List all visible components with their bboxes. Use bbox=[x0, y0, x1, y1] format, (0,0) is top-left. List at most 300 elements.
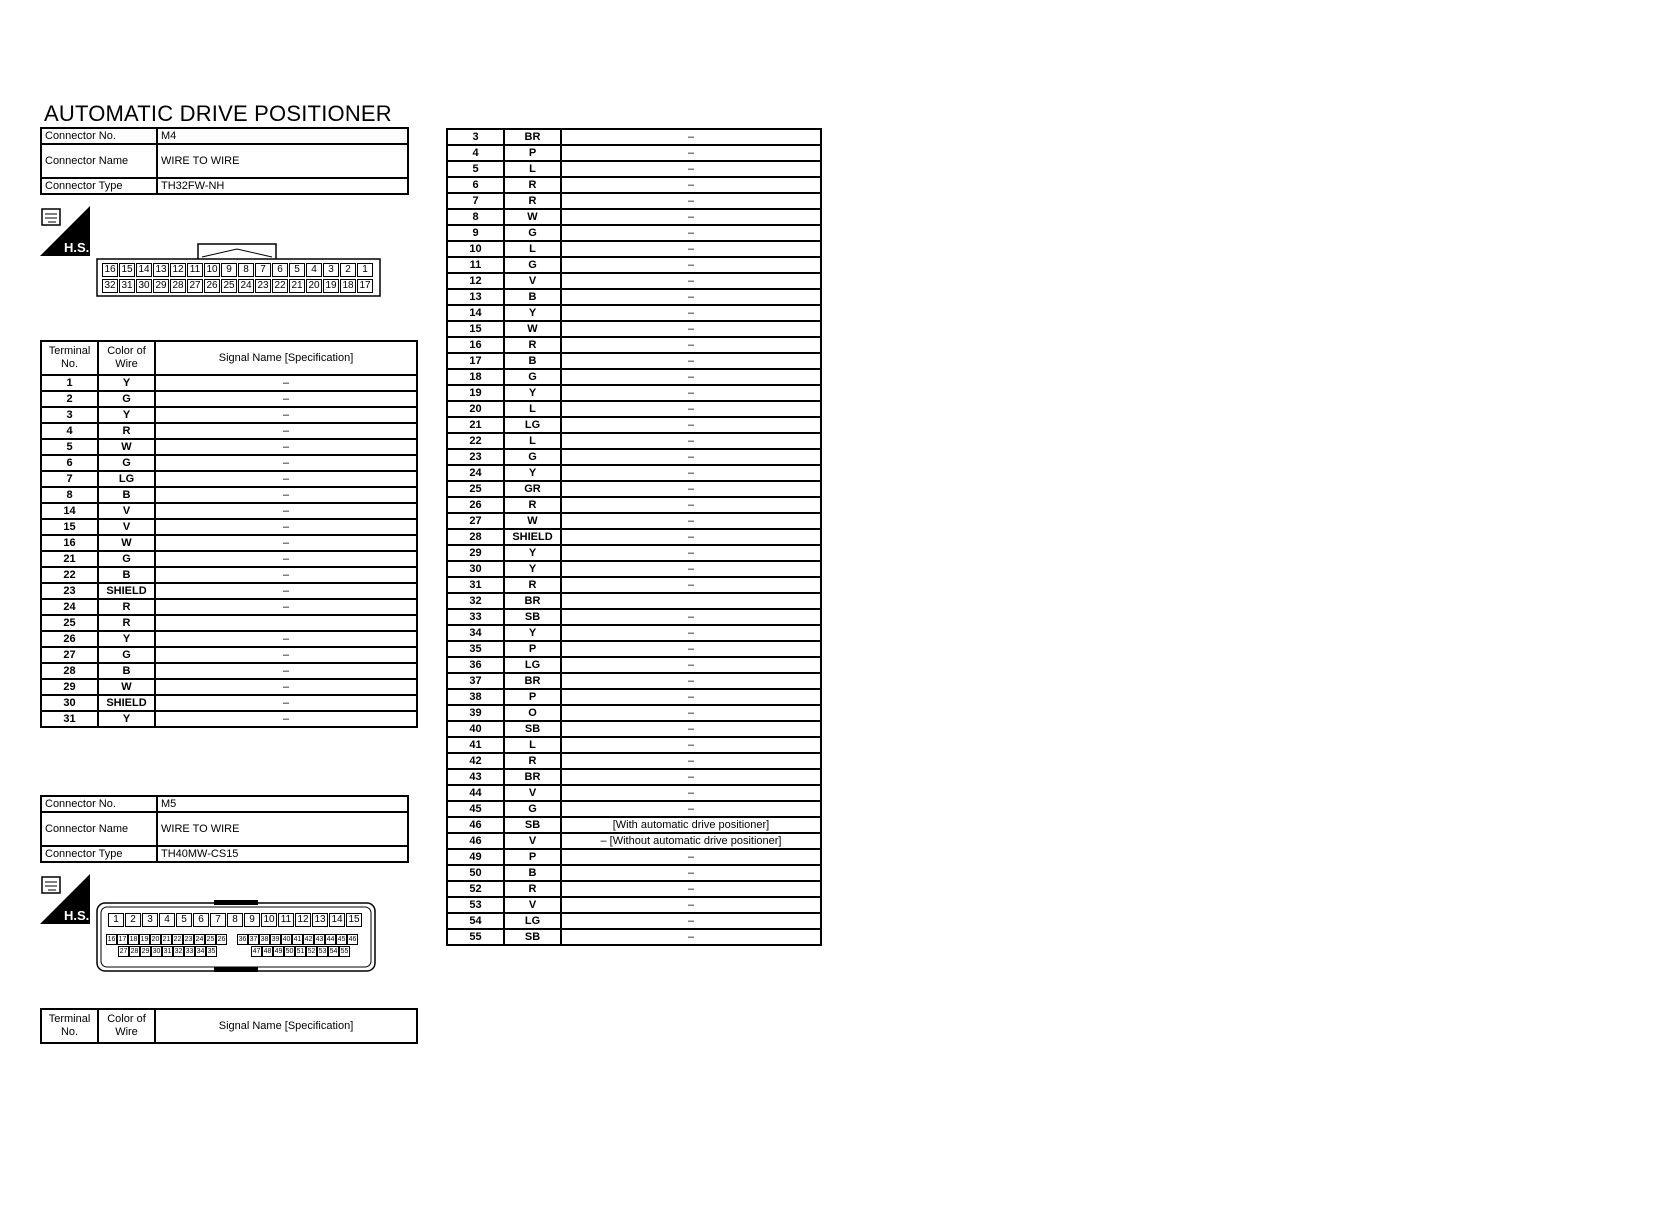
wire-color: B bbox=[504, 289, 561, 305]
terminal-no: 11 bbox=[447, 257, 504, 273]
table-row bbox=[447, 737, 821, 753]
wire-color: G bbox=[98, 647, 155, 663]
table-row bbox=[447, 721, 821, 737]
signal-name: – bbox=[155, 503, 417, 519]
terminal-no: 25 bbox=[41, 615, 98, 631]
terminal-no: 42 bbox=[447, 753, 504, 769]
table-row bbox=[41, 519, 417, 535]
signal-name: – bbox=[561, 785, 821, 801]
table-row bbox=[41, 583, 417, 599]
wire-color: SB bbox=[504, 817, 561, 833]
pin-cell: 25 bbox=[221, 279, 237, 293]
pin-cell: 39 bbox=[271, 936, 280, 943]
hs-label: H.S. bbox=[64, 240, 90, 255]
signal-name: – bbox=[155, 551, 417, 567]
table-row bbox=[447, 673, 821, 689]
terminal-no: 50 bbox=[447, 865, 504, 881]
signal-name: – [Without automatic drive positioner] bbox=[561, 833, 821, 849]
signal-name: – bbox=[561, 385, 821, 401]
terminal-no: 14 bbox=[447, 305, 504, 321]
signal-name: – bbox=[561, 753, 821, 769]
signal-name: – bbox=[561, 337, 821, 353]
wire-color: Y bbox=[98, 631, 155, 647]
wire-color: BR bbox=[504, 129, 561, 145]
table-row bbox=[41, 647, 417, 663]
terminal-no: 22 bbox=[447, 433, 504, 449]
signal-name: – bbox=[561, 497, 821, 513]
wire-color: V bbox=[504, 897, 561, 913]
wire-color: V bbox=[504, 833, 561, 849]
table-row bbox=[41, 455, 417, 471]
connector-name-value: WIRE TO WIRE bbox=[157, 812, 408, 846]
signal-name: – bbox=[155, 455, 417, 471]
table-row bbox=[41, 471, 417, 487]
table-row bbox=[41, 679, 417, 695]
signal-name: – bbox=[561, 545, 821, 561]
table-row bbox=[447, 513, 821, 529]
pin-cell: 16 bbox=[107, 936, 116, 943]
terminal-no: 21 bbox=[447, 417, 504, 433]
pin-cell: 5 bbox=[176, 913, 192, 927]
table-row bbox=[447, 273, 821, 289]
signal-name: – bbox=[561, 769, 821, 785]
pin-cell: 25 bbox=[206, 936, 215, 943]
hs-icon bbox=[40, 206, 90, 256]
pin-cell: 27 bbox=[119, 948, 128, 955]
wire-color: P bbox=[504, 689, 561, 705]
table-row bbox=[447, 609, 821, 625]
pin-cell: 32 bbox=[102, 279, 118, 293]
pin-cell: 10 bbox=[261, 913, 277, 927]
table-row bbox=[447, 689, 821, 705]
pin-cell: 54 bbox=[329, 948, 338, 955]
signal-name: – bbox=[561, 225, 821, 241]
connector-no-label: Connector No. bbox=[41, 796, 157, 812]
pin-cell: 18 bbox=[340, 279, 356, 293]
table-row bbox=[447, 145, 821, 161]
signal-name: – bbox=[155, 535, 417, 551]
wire-color: Y bbox=[504, 561, 561, 577]
terminal-no: 21 bbox=[41, 551, 98, 567]
terminal-no: 6 bbox=[447, 177, 504, 193]
signal-name: – bbox=[155, 391, 417, 407]
table-row bbox=[447, 417, 821, 433]
wire-color: LG bbox=[98, 471, 155, 487]
table-row bbox=[447, 769, 821, 785]
wire-color: P bbox=[504, 849, 561, 865]
wire-color: R bbox=[504, 881, 561, 897]
table-row bbox=[447, 369, 821, 385]
pin-cell: 21 bbox=[289, 279, 305, 293]
pin-cell: 15 bbox=[119, 263, 135, 277]
table-row bbox=[447, 209, 821, 225]
signal-name: – bbox=[561, 577, 821, 593]
wire-color: W bbox=[504, 209, 561, 225]
signal-name: – bbox=[155, 583, 417, 599]
wire-color: Y bbox=[504, 625, 561, 641]
pin-cell: 46 bbox=[348, 936, 357, 943]
table-row bbox=[447, 241, 821, 257]
pin-cell: 23 bbox=[255, 279, 271, 293]
pin-cell: 50 bbox=[285, 948, 294, 955]
table-row bbox=[447, 449, 821, 465]
table-row bbox=[41, 375, 417, 391]
table-row bbox=[447, 177, 821, 193]
pin-cell: 37 bbox=[249, 936, 258, 943]
connector-m5-diagram bbox=[96, 900, 376, 972]
terminal-no: 27 bbox=[41, 647, 98, 663]
connector-type-label: Connector Type bbox=[41, 178, 157, 194]
connector-m5-mid-left bbox=[106, 934, 227, 945]
pin-cell: 47 bbox=[252, 948, 261, 955]
wire-color: L bbox=[504, 737, 561, 753]
pin-cell: 30 bbox=[136, 279, 152, 293]
table-row bbox=[447, 337, 821, 353]
signal-name: – bbox=[561, 689, 821, 705]
terminal-no: 52 bbox=[447, 881, 504, 897]
terminal-no: 30 bbox=[447, 561, 504, 577]
table-row bbox=[447, 257, 821, 273]
signal-name: – bbox=[155, 711, 417, 727]
terminal-header: Terminal No. bbox=[41, 341, 98, 375]
wire-color: G bbox=[504, 801, 561, 817]
wire-color: G bbox=[98, 551, 155, 567]
terminal-no: 18 bbox=[447, 369, 504, 385]
signal-header: Signal Name [Specification] bbox=[155, 341, 417, 375]
table-row bbox=[447, 481, 821, 497]
terminal-no: 23 bbox=[41, 583, 98, 599]
terminal-no: 31 bbox=[41, 711, 98, 727]
pin-cell: 29 bbox=[141, 948, 150, 955]
table-row bbox=[41, 391, 417, 407]
pin-cell: 13 bbox=[153, 263, 169, 277]
table-row bbox=[447, 881, 821, 897]
pin-cell: 4 bbox=[159, 913, 175, 927]
wire-color: B bbox=[504, 353, 561, 369]
table-row bbox=[447, 817, 821, 833]
pin-cell: 20 bbox=[151, 936, 160, 943]
connector-type-label: Connector Type bbox=[41, 846, 157, 862]
table-row bbox=[41, 631, 417, 647]
table-row bbox=[447, 801, 821, 817]
signal-name: – bbox=[155, 423, 417, 439]
signal-name: – bbox=[561, 369, 821, 385]
terminal-no: 26 bbox=[41, 631, 98, 647]
table-row bbox=[447, 305, 821, 321]
wire-color: R bbox=[504, 337, 561, 353]
wire-color: Y bbox=[504, 385, 561, 401]
wire-color: R bbox=[98, 599, 155, 615]
pin-cell: 17 bbox=[357, 279, 373, 293]
m5-terminal-table bbox=[446, 128, 822, 946]
signal-header: Signal Name [Specification] bbox=[155, 1009, 417, 1043]
pin-cell: 29 bbox=[153, 279, 169, 293]
pin-cell: 2 bbox=[340, 263, 356, 277]
pin-cell: 21 bbox=[162, 936, 171, 943]
pin-cell: 22 bbox=[173, 936, 182, 943]
table-row bbox=[41, 439, 417, 455]
wire-color: R bbox=[504, 177, 561, 193]
wire-color: G bbox=[504, 369, 561, 385]
terminal-no: 12 bbox=[447, 273, 504, 289]
pin-cell: 11 bbox=[278, 913, 294, 927]
connector-type-value: TH40MW-CS15 bbox=[157, 846, 408, 862]
m5-terminal-table-header bbox=[40, 1008, 418, 1044]
connector-no-value: M5 bbox=[157, 796, 408, 812]
wire-color: W bbox=[98, 535, 155, 551]
signal-name: – bbox=[561, 513, 821, 529]
wire-color: W bbox=[98, 679, 155, 695]
pin-cell: 9 bbox=[221, 263, 237, 277]
pin-cell: 31 bbox=[119, 279, 135, 293]
color-header: Color of Wire bbox=[98, 341, 155, 375]
table-row bbox=[41, 663, 417, 679]
pin-cell: 35 bbox=[207, 948, 216, 955]
pin-cell: 16 bbox=[102, 263, 118, 277]
table-row bbox=[447, 833, 821, 849]
signal-name: – bbox=[155, 519, 417, 535]
signal-name: – bbox=[561, 737, 821, 753]
signal-name: – bbox=[561, 849, 821, 865]
signal-name: – bbox=[561, 929, 821, 945]
wire-color: B bbox=[98, 487, 155, 503]
pin-cell: 41 bbox=[293, 936, 302, 943]
terminal-no: 22 bbox=[41, 567, 98, 583]
pin-cell: 12 bbox=[170, 263, 186, 277]
table-row bbox=[447, 129, 821, 145]
table-row bbox=[41, 551, 417, 567]
wire-color: SB bbox=[504, 721, 561, 737]
terminal-no: 15 bbox=[41, 519, 98, 535]
pin-cell: 34 bbox=[196, 948, 205, 955]
table-row bbox=[447, 545, 821, 561]
pin-cell: 1 bbox=[108, 913, 124, 927]
pin-cell: 4 bbox=[306, 263, 322, 277]
terminal-no: 25 bbox=[447, 481, 504, 497]
terminal-no: 37 bbox=[447, 673, 504, 689]
signal-name: – bbox=[561, 289, 821, 305]
wire-color: B bbox=[504, 865, 561, 881]
terminal-header: Terminal No. bbox=[41, 1009, 98, 1043]
pin-cell: 24 bbox=[195, 936, 204, 943]
signal-name: – bbox=[155, 647, 417, 663]
terminal-no: 3 bbox=[447, 129, 504, 145]
connector-m4-bottom-row bbox=[102, 279, 373, 293]
wire-color: SHIELD bbox=[98, 695, 155, 711]
pin-cell: 45 bbox=[337, 936, 346, 943]
terminal-no: 24 bbox=[447, 465, 504, 481]
hs-icon bbox=[40, 874, 90, 924]
table-row bbox=[41, 695, 417, 711]
pin-cell: 5 bbox=[289, 263, 305, 277]
table-row bbox=[447, 161, 821, 177]
signal-name: – bbox=[155, 471, 417, 487]
pin-cell: 44 bbox=[326, 936, 335, 943]
wire-color: LG bbox=[504, 913, 561, 929]
signal-name: – bbox=[155, 487, 417, 503]
connector-m5-info bbox=[40, 795, 409, 863]
connector-m4-diagram bbox=[96, 243, 381, 297]
wire-color: V bbox=[98, 519, 155, 535]
table-row bbox=[447, 705, 821, 721]
signal-name: – bbox=[561, 177, 821, 193]
connector-type-value: TH32FW-NH bbox=[157, 178, 408, 194]
terminal-no: 10 bbox=[447, 241, 504, 257]
terminal-no: 40 bbox=[447, 721, 504, 737]
table-row bbox=[41, 711, 417, 727]
wire-color: W bbox=[504, 513, 561, 529]
terminal-no: 4 bbox=[447, 145, 504, 161]
pin-cell: 3 bbox=[323, 263, 339, 277]
signal-name: – bbox=[561, 161, 821, 177]
pin-cell: 12 bbox=[295, 913, 311, 927]
connector-name-label: Connector Name bbox=[41, 144, 157, 178]
table-row bbox=[447, 625, 821, 641]
table-row bbox=[447, 465, 821, 481]
connector-m4-top-row bbox=[102, 263, 373, 277]
signal-name: – bbox=[561, 321, 821, 337]
signal-name: – bbox=[561, 481, 821, 497]
wire-color: R bbox=[98, 615, 155, 631]
terminal-no: 20 bbox=[447, 401, 504, 417]
wire-color: R bbox=[504, 497, 561, 513]
wire-color: R bbox=[98, 423, 155, 439]
wire-color: B bbox=[98, 567, 155, 583]
table-row bbox=[41, 535, 417, 551]
table-row bbox=[447, 289, 821, 305]
wire-color: SHIELD bbox=[98, 583, 155, 599]
terminal-no: 46 bbox=[447, 833, 504, 849]
signal-name: – bbox=[561, 625, 821, 641]
terminal-no: 29 bbox=[447, 545, 504, 561]
table-row bbox=[447, 929, 821, 945]
terminal-no: 5 bbox=[447, 161, 504, 177]
terminal-no: 36 bbox=[447, 657, 504, 673]
signal-name: – bbox=[561, 881, 821, 897]
wire-color: G bbox=[98, 391, 155, 407]
terminal-no: 30 bbox=[41, 695, 98, 711]
table-row bbox=[447, 497, 821, 513]
pin-cell: 38 bbox=[260, 936, 269, 943]
connector-no-label: Connector No. bbox=[41, 128, 157, 144]
terminal-no: 28 bbox=[41, 663, 98, 679]
pin-cell: 31 bbox=[163, 948, 172, 955]
pin-cell: 26 bbox=[217, 936, 226, 943]
terminal-no: 26 bbox=[447, 497, 504, 513]
table-row bbox=[447, 529, 821, 545]
pin-cell: 27 bbox=[187, 279, 203, 293]
wire-color: L bbox=[504, 433, 561, 449]
wire-color: V bbox=[98, 503, 155, 519]
terminal-no: 15 bbox=[447, 321, 504, 337]
signal-name bbox=[561, 593, 821, 609]
pin-cell: 2 bbox=[125, 913, 141, 927]
connector-name-value: WIRE TO WIRE bbox=[157, 144, 408, 178]
table-row bbox=[447, 401, 821, 417]
wire-color: W bbox=[504, 321, 561, 337]
signal-name: – bbox=[561, 865, 821, 881]
terminal-no: 54 bbox=[447, 913, 504, 929]
table-row bbox=[447, 753, 821, 769]
terminal-no: 6 bbox=[41, 455, 98, 471]
table-row bbox=[447, 193, 821, 209]
wire-color: Y bbox=[98, 375, 155, 391]
terminal-no: 38 bbox=[447, 689, 504, 705]
wire-color: Y bbox=[98, 407, 155, 423]
signal-name: – bbox=[155, 663, 417, 679]
terminal-no: 32 bbox=[447, 593, 504, 609]
terminal-no: 9 bbox=[447, 225, 504, 241]
signal-name: – bbox=[561, 657, 821, 673]
terminal-no: 28 bbox=[447, 529, 504, 545]
wire-color: Y bbox=[98, 711, 155, 727]
pin-cell: 6 bbox=[272, 263, 288, 277]
pin-cell: 20 bbox=[306, 279, 322, 293]
signal-name: – bbox=[561, 721, 821, 737]
wire-color: LG bbox=[504, 417, 561, 433]
pin-cell: 13 bbox=[312, 913, 328, 927]
connector-no-value: M4 bbox=[157, 128, 408, 144]
pin-cell: 23 bbox=[184, 936, 193, 943]
signal-name: – bbox=[561, 305, 821, 321]
table-row bbox=[447, 657, 821, 673]
wire-color: LG bbox=[504, 657, 561, 673]
table-row bbox=[447, 577, 821, 593]
table-row bbox=[447, 561, 821, 577]
table-row bbox=[41, 407, 417, 423]
wire-color: BR bbox=[504, 673, 561, 689]
pin-cell: 18 bbox=[129, 936, 138, 943]
pin-cell: 36 bbox=[238, 936, 247, 943]
terminal-no: 33 bbox=[447, 609, 504, 625]
signal-name: – bbox=[561, 641, 821, 657]
terminal-no: 55 bbox=[447, 929, 504, 945]
wire-color: Y bbox=[504, 305, 561, 321]
wire-color: P bbox=[504, 641, 561, 657]
connector-m5-mid-right bbox=[237, 934, 358, 945]
table-row bbox=[41, 423, 417, 439]
wire-color: Y bbox=[504, 545, 561, 561]
table-row bbox=[447, 225, 821, 241]
table-row bbox=[447, 641, 821, 657]
connector-m5-bottom-row bbox=[118, 946, 350, 957]
wire-color: R bbox=[504, 753, 561, 769]
signal-name: – bbox=[561, 561, 821, 577]
table-row bbox=[447, 433, 821, 449]
pin-cell: 40 bbox=[282, 936, 291, 943]
table-row bbox=[447, 353, 821, 369]
connector-m5-mid-row bbox=[106, 934, 358, 945]
signal-name: – bbox=[155, 567, 417, 583]
signal-name: – bbox=[155, 679, 417, 695]
terminal-no: 7 bbox=[41, 471, 98, 487]
signal-name: – bbox=[561, 449, 821, 465]
table-row bbox=[41, 487, 417, 503]
terminal-no: 8 bbox=[41, 487, 98, 503]
pin-cell: 26 bbox=[204, 279, 220, 293]
pin-cell: 55 bbox=[340, 948, 349, 955]
pin-cell: 17 bbox=[118, 936, 127, 943]
terminal-no: 41 bbox=[447, 737, 504, 753]
pin-cell: 32 bbox=[174, 948, 183, 955]
terminal-no: 34 bbox=[447, 625, 504, 641]
terminal-no: 2 bbox=[41, 391, 98, 407]
pin-cell: 11 bbox=[187, 263, 203, 277]
signal-name: – bbox=[561, 673, 821, 689]
terminal-no: 29 bbox=[41, 679, 98, 695]
color-header: Color of Wire bbox=[98, 1009, 155, 1043]
table-row bbox=[447, 913, 821, 929]
